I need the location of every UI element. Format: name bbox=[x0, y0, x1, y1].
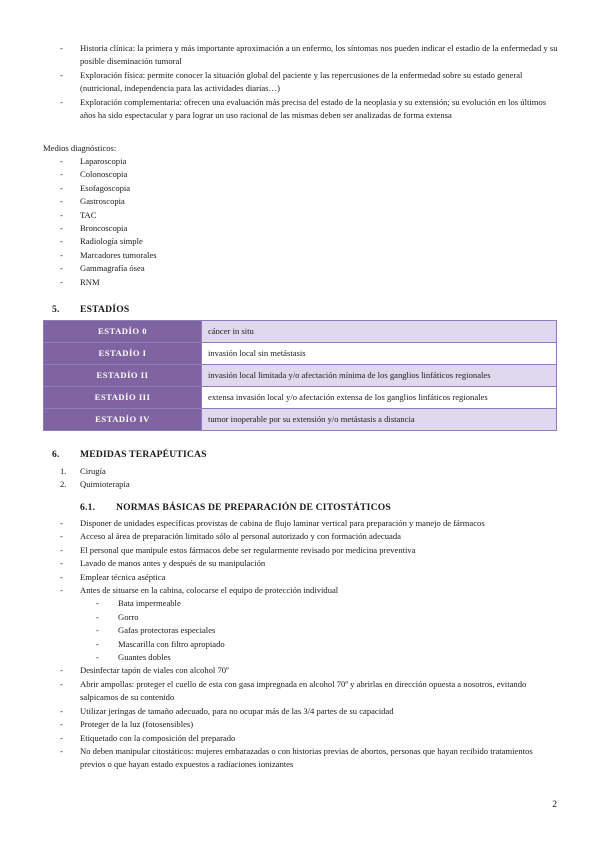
list-item: - Acceso al área de preparación limitado sólo al personal autorizado y con formación adecuada bbox=[60, 530, 560, 543]
stages-table bbox=[43, 320, 557, 431]
list-item: - Broncoscopia bbox=[60, 222, 560, 235]
subsection-heading-norms bbox=[80, 501, 391, 514]
stage-label: ESTADÍO III bbox=[44, 387, 202, 409]
list-item bbox=[60, 478, 460, 491]
list-item: - Exploración complementaria: ofrecen una evaluación más precisa del estado de la neoplasia y su extensión; su evolución en los últimos años ha sido espectacular y para lograr un uso racional de las mismas deben ser analizadas de forma extensa bbox=[60, 96, 560, 123]
intro-list bbox=[60, 42, 560, 122]
list-item: - Disponer de unidades específicas provistas de cabina de flujo laminar vertical para preparación y manejo de fármacos bbox=[60, 517, 560, 530]
section-heading-stages bbox=[52, 303, 129, 316]
list-item: - RNM bbox=[60, 276, 560, 289]
stage-description: extensa invasión local y/o afectación extensa de los ganglios linfáticos regionales bbox=[202, 387, 557, 409]
item-number: 1. bbox=[60, 466, 67, 476]
list-item: - Bata impermeable bbox=[96, 597, 560, 610]
list-item: - Lavado de manos antes y después de su manipulación bbox=[60, 557, 560, 570]
list-item: - Guantes dobles bbox=[96, 651, 560, 664]
list-item: - Esofagoscopia bbox=[60, 182, 560, 195]
list-item: - Emplear técnica aséptica bbox=[60, 571, 560, 584]
stage-description: tumor inoperable por su extensión y/o metástasis a distancia bbox=[202, 409, 557, 431]
list-item: - Utilizar jeringas de tamaño adecuado, para no ocupar más de las 3/4 partes de su capacidad bbox=[60, 705, 560, 718]
section-number: 5. bbox=[52, 304, 60, 315]
list-item: - Proteger de la luz (fotosensibles) bbox=[60, 718, 560, 731]
diagnostic-list bbox=[60, 155, 560, 289]
list-item: - Mascarilla con filtro apropiado bbox=[96, 638, 560, 651]
stage-label: ESTADÍO IV bbox=[44, 409, 202, 431]
therapy-list bbox=[60, 465, 460, 492]
ppe-list bbox=[96, 597, 560, 664]
list-item: - Gammagrafía ósea bbox=[60, 262, 560, 275]
list-item: - Laparoscopia bbox=[60, 155, 560, 168]
list-item: - Colonoscopia bbox=[60, 168, 560, 181]
list-item: - Abrir ampollas: proteger el cuello de esta con gasa impregnada en alcohol 70º y abrirlas en dirección opuesta a nosotros, evitando salpicamos de su contenido bbox=[60, 678, 560, 705]
norms-list bbox=[60, 517, 560, 772]
item-text: Antes de situarse en la cabina, colocarse el equipo de protección individual bbox=[80, 585, 339, 596]
item-number: 2. bbox=[60, 479, 67, 490]
stage-description: invasión local limitada y/o afectación mínima de los ganglios linfáticos regionales bbox=[202, 365, 557, 387]
list-item: - Exploración física: permite conocer la situación global del paciente y las repercusiones de la enfermedad sobre su estado general (nutricional, independencia para las actividades diarias…) bbox=[60, 69, 560, 96]
list-item: - Marcadores tumorales bbox=[60, 249, 560, 262]
list-item: - TAC bbox=[60, 209, 560, 222]
list-item: - Etiquetado con la composición del preparado bbox=[60, 732, 560, 745]
table-row bbox=[44, 409, 557, 431]
list-item: - Gastroscopia bbox=[60, 195, 560, 208]
table-row bbox=[44, 343, 557, 365]
table-row bbox=[44, 321, 557, 343]
list-item bbox=[60, 465, 460, 478]
list-item: - Gafas protectoras especiales bbox=[96, 624, 560, 637]
stage-label: ESTADÍO I bbox=[44, 343, 202, 365]
list-item: - Desinfectar tapón de viales con alcohol 70º bbox=[60, 664, 560, 677]
section-number: 6. bbox=[52, 449, 60, 460]
section-heading-therapy bbox=[52, 448, 207, 461]
list-item: - Gorro bbox=[96, 611, 560, 624]
stage-description: invasión local sin metástasis bbox=[202, 343, 557, 365]
section-title: NORMAS BÁSICAS DE PREPARACIÓN DE CITOSTÁTICOS bbox=[116, 502, 391, 513]
section-number: 6.1. bbox=[80, 502, 96, 513]
list-item: - No deben manipular citostáticos: mujeres embarazadas o con historias previas de abortos, personas que hayan recibido tratamientos previos o que hayan estado expuestos a radiaciones ionizantes bbox=[60, 745, 560, 772]
stage-label: ESTADÍO 0 bbox=[44, 321, 202, 343]
diagnostic-label: Medios diagnósticos: bbox=[43, 143, 117, 153]
page-number: 2 bbox=[552, 799, 557, 810]
section-title: ESTADÍOS bbox=[80, 304, 130, 315]
list-item: - Radiología simple bbox=[60, 235, 560, 248]
item-text: Cirugía bbox=[80, 466, 106, 476]
stage-label: ESTADÍO II bbox=[44, 365, 202, 387]
section-title: MEDIDAS TERAPÉUTICAS bbox=[80, 449, 207, 460]
table-row bbox=[44, 365, 557, 387]
item-text: Quimioterapia bbox=[80, 479, 130, 490]
list-item: - Historia clínica: la primera y más importante aproximación a un enfermo, los síntomas nos pueden indicar el estadio de la enfermedad y su posible diseminación tumoral bbox=[60, 42, 560, 69]
stage-description: cáncer in situ bbox=[202, 321, 557, 343]
table-row bbox=[44, 387, 557, 409]
list-item bbox=[60, 584, 560, 664]
list-item: - El personal que manipule estos fármacos debe ser regularmente revisado por medicina preventiva bbox=[60, 544, 560, 557]
